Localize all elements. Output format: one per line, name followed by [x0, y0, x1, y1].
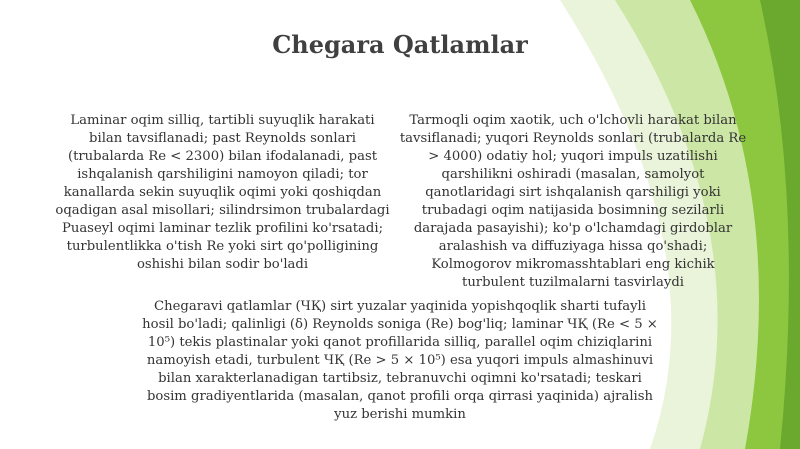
laminar-flow-text: Laminar oqim silliq, tartibli suyuqlik harakati bilan tavsiflanadi; past Reynolds sonlari (trubalarda Re < 2300) bilan ifodalanadi, past ishqalanish qarshiligini namoyon qiladi; tor kanallarda sekin suyuqlik oqimi yoki qoshiqdan oqadigan asal misollari; silindrsimon trubalardagi Puaseyl oqimi laminar tezlik profilini ko'rsatadi; turbulentlikka o'tish Re yoki sirt qo'polligining oshishi bilan sodir bo'ladi: [55, 113, 390, 272]
slide-title: Chegara Qatlamlar: [272, 30, 528, 59]
boundary-layer-text: Chegaravi qatlamlar (ЧҚ) sirt yuzalar yaqinida yopishqoqlik sharti tufayli hosil bo'ladi; qalinligi (δ) Reynolds soniga (Re) bog'liq; laminar ЧҚ (Re < 5 × 10⁵) tekis plastinalar yoki qanot profillarida silliq, parallel oqim chiziqlarini namoyish etadi, turbulent ЧҚ (Re > 5 × 10⁵) esa yuqori impuls almashinuvi bilan xarakterlanadigan tartibsiz, tebranuvchi oqimni ko'rsatadi; teskari bosim gradiyentlarida (masalan, qanot profili orqa qirrasi yaqinida) ajralish yuz berishi mumkin: [142, 299, 658, 422]
turbulent-flow-text: Tarmoqli oqim xaotik, uch o'lchovli harakat bilan tavsiflanadi; yuqori Reynolds sonlari (trubalarda Re > 4000) odatiy hol; yuqori impuls uzatilishi qarshilikni oshiradi (masalan, samolyot qanotlaridagi sirt ishqalanish qarshiligi yoki trubadagi oqim natijasida bosimning sezilarli darajada pasayishi); ko'p o'lchamdagi girdoblar aralashish va diffuziyaga hissa qo'shadi; Kolmogorov mikromasshtablari eng kichik turbulent tuzilmalarni tasvirlaydi: [399, 113, 747, 290]
